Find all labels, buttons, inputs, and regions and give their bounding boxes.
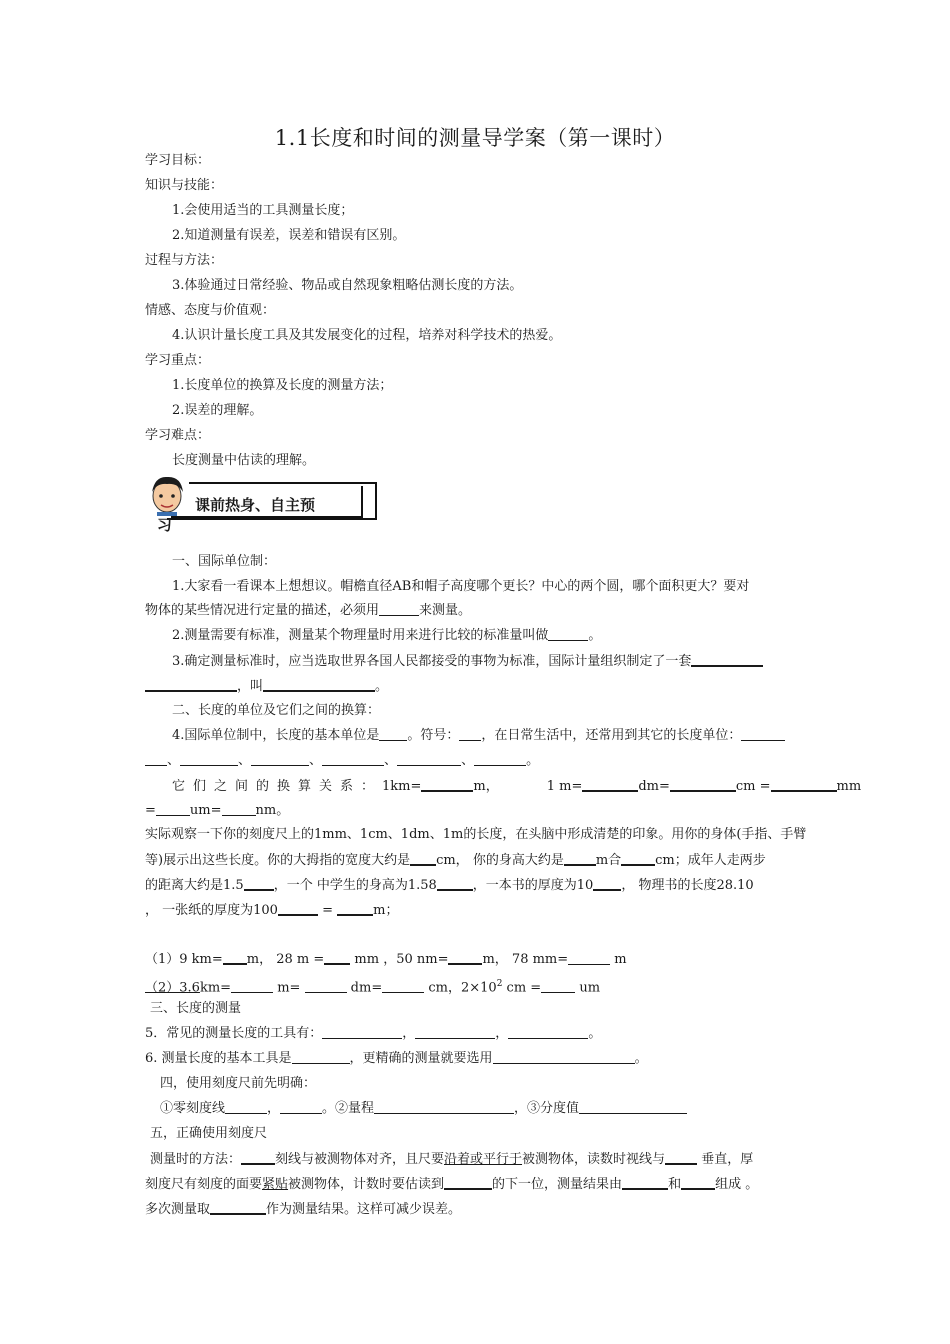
question-4-cont: 、 、 、 、 、 。 xyxy=(145,752,539,770)
question-6: 6. 测量长度的基本工具是 ，更精确的测量就要选用 。 xyxy=(145,1051,648,1066)
answer-blank[interactable] xyxy=(145,677,237,692)
question-3-cont: ，叫 。 xyxy=(145,677,388,696)
method-text: 多次测量取 作为测量结果。这样可减少误差。 xyxy=(145,1202,462,1217)
answer-blank[interactable] xyxy=(382,979,424,993)
section-badge xyxy=(143,472,383,532)
answer-blank[interactable] xyxy=(568,951,610,965)
answer-blank[interactable] xyxy=(582,777,638,792)
process-label: 过程与方法： xyxy=(145,253,224,268)
answer-blank[interactable] xyxy=(278,901,318,916)
answer-blank[interactable] xyxy=(251,752,309,766)
answer-blank[interactable] xyxy=(771,777,837,792)
emotion-label: 情感、态度与价值观： xyxy=(145,303,276,318)
answer-blank[interactable] xyxy=(622,1175,668,1190)
observation-text: ， 一张纸的厚度为100 = m； xyxy=(145,903,399,918)
answer-blank[interactable] xyxy=(280,1100,322,1114)
answer-blank[interactable] xyxy=(223,950,247,965)
observation-text: 的距离大约是1.5 ，一个 中学生的身高为1.58 ，一本书的厚度为10 ， 物理书的长度28.10 xyxy=(145,878,754,893)
question-1: 1.大家看一看课本上想想议。帽檐直径AB和帽子高度哪个更长？中心的两个圆，哪个面积更大？要对 xyxy=(172,579,750,594)
answer-blank[interactable] xyxy=(324,950,350,965)
answer-blank[interactable] xyxy=(379,727,407,741)
conversion-relation-cont: = um= nm。 xyxy=(145,803,290,818)
badge-title: 课前热身、自主预 xyxy=(195,496,316,514)
answer-blank[interactable] xyxy=(493,1050,635,1064)
answer-blank[interactable] xyxy=(665,1150,697,1165)
answer-blank[interactable] xyxy=(322,1025,402,1039)
section-heading: 二、长度的单位及它们之间的换算： xyxy=(172,703,381,718)
answer-blank[interactable] xyxy=(322,752,384,766)
objective-item: 3.体验通过日常经验、物品或自然现象粗略估测长度的方法。 xyxy=(172,278,523,293)
answer-blank[interactable] xyxy=(244,876,274,891)
objectives-label: 学习目标： xyxy=(145,153,211,168)
section-heading: 三、长度的测量 xyxy=(150,1001,242,1016)
answer-blank[interactable] xyxy=(691,652,763,667)
method-text: 测量时的方法： 刻线与被测物体对齐，且尺要沿着或平行于被测物体，读数时视线与 垂直，厚 xyxy=(150,1152,754,1167)
answer-blank[interactable] xyxy=(421,777,473,792)
answer-blank[interactable] xyxy=(379,602,419,616)
answer-blank[interactable] xyxy=(437,876,473,891)
answer-blank[interactable] xyxy=(222,802,256,816)
answer-blank[interactable] xyxy=(225,1100,267,1114)
answer-blank[interactable] xyxy=(741,727,785,741)
answer-blank[interactable] xyxy=(541,979,575,993)
observation-text: 等)展示出这些长度。你的大拇指的宽度大约是 cm， 你的身高大约是 m合 cm；成年人走两步 xyxy=(145,853,766,868)
answer-blank[interactable] xyxy=(397,752,461,766)
answer-blank[interactable] xyxy=(548,627,588,641)
answer-blank[interactable] xyxy=(337,901,373,916)
key-point-item: 2.误差的理解。 xyxy=(172,403,263,418)
badge-title-wrap: 习 xyxy=(157,516,173,534)
answer-blank[interactable] xyxy=(621,851,655,866)
section-heading: 四，使用刻度尺前先明确： xyxy=(160,1076,317,1091)
answer-blank[interactable] xyxy=(263,677,375,692)
answer-blank[interactable] xyxy=(156,802,190,816)
section-heading: 一、国际单位制： xyxy=(172,554,277,569)
answer-blank[interactable] xyxy=(564,851,596,866)
key-point-item: 1.长度单位的换算及长度的测量方法； xyxy=(172,378,393,393)
answer-blank[interactable] xyxy=(210,1200,266,1215)
answer-blank[interactable] xyxy=(410,851,436,866)
page-title: 1.1长度和时间的测量导学案（第一课时） xyxy=(274,126,676,150)
question-4: 4.国际单位制中，长度的基本单位是 。符号： ，在日常生活中，还常用到其它的长度单位： xyxy=(172,727,785,745)
answer-blank[interactable] xyxy=(579,1100,687,1114)
question-5: 5．常见的测量长度的工具有： ， ， 。 xyxy=(145,1026,602,1041)
knowledge-label: 知识与技能： xyxy=(145,178,224,193)
question-3: 3.确定测量标准时，应当选取世界各国人民都接受的事物为标准，国际计量组织制定了一套 xyxy=(172,652,763,671)
question-1-cont: 物体的某些情况进行定量的描述，必须用 来测量。 xyxy=(145,603,472,618)
observation-text: 实际观察一下你的刻度尺上的1mm、1cm、1dm、1m的长度，在头脑中形成清楚的印象。用你的身体(手指、手臂 xyxy=(145,827,807,842)
answer-blank[interactable] xyxy=(374,1100,514,1114)
objective-item: 1.会使用适当的工具测量长度； xyxy=(172,203,354,218)
answer-blank[interactable] xyxy=(670,777,736,792)
method-text: 刻度尺有刻度的面要紧贴被测物体，计数时要估读到 的下一位，测量结果由 和 组成 。 xyxy=(145,1177,759,1192)
exercise-1: （1）9 km= m， 28 m = mm ，50 nm= m， 78 mm= m xyxy=(145,952,627,967)
answer-blank[interactable] xyxy=(508,1025,588,1039)
section-heading: 五，正确使用刻度尺 xyxy=(150,1126,268,1141)
answer-blank[interactable] xyxy=(180,752,238,766)
ruler-checklist: ①零刻度线 ， 。②量程 ，③分度值 xyxy=(160,1100,687,1118)
answer-blank[interactable] xyxy=(459,727,481,741)
answer-blank[interactable] xyxy=(593,876,621,891)
answer-blank[interactable] xyxy=(145,752,167,766)
exercise-2: （2）3.6km= m= dm= cm，$2\times 10^2$ cm = um xyxy=(145,979,601,996)
key-points-label: 学习重点： xyxy=(145,353,211,368)
objective-item: 2.知道测量有误差，误差和错误有区别。 xyxy=(172,228,406,243)
difficulty-item: 长度测量中估读的理解。 xyxy=(172,453,316,468)
answer-blank[interactable] xyxy=(241,1150,275,1165)
conversion-relation: 它们之间的换算关系：1km= m， 1 m= dm= cm = mm xyxy=(172,779,862,794)
question-2: 2.测量需要有标准，测量某个物理量时用来进行比较的标准量叫做 。 xyxy=(172,628,602,643)
answer-blank[interactable] xyxy=(415,1025,495,1039)
difficulty-label: 学习难点： xyxy=(145,428,211,443)
objective-item: 4.认识计量长度工具及其发展变化的过程，培养对科学技术的热爱。 xyxy=(172,328,562,343)
student-avatar-icon xyxy=(145,472,189,516)
answer-blank[interactable] xyxy=(444,1175,492,1190)
answer-blank[interactable] xyxy=(292,1050,350,1064)
answer-blank[interactable] xyxy=(448,950,482,965)
answer-blank[interactable] xyxy=(681,1175,715,1190)
answer-blank[interactable] xyxy=(305,979,347,993)
answer-blank[interactable] xyxy=(231,979,273,993)
answer-blank[interactable] xyxy=(474,752,526,766)
